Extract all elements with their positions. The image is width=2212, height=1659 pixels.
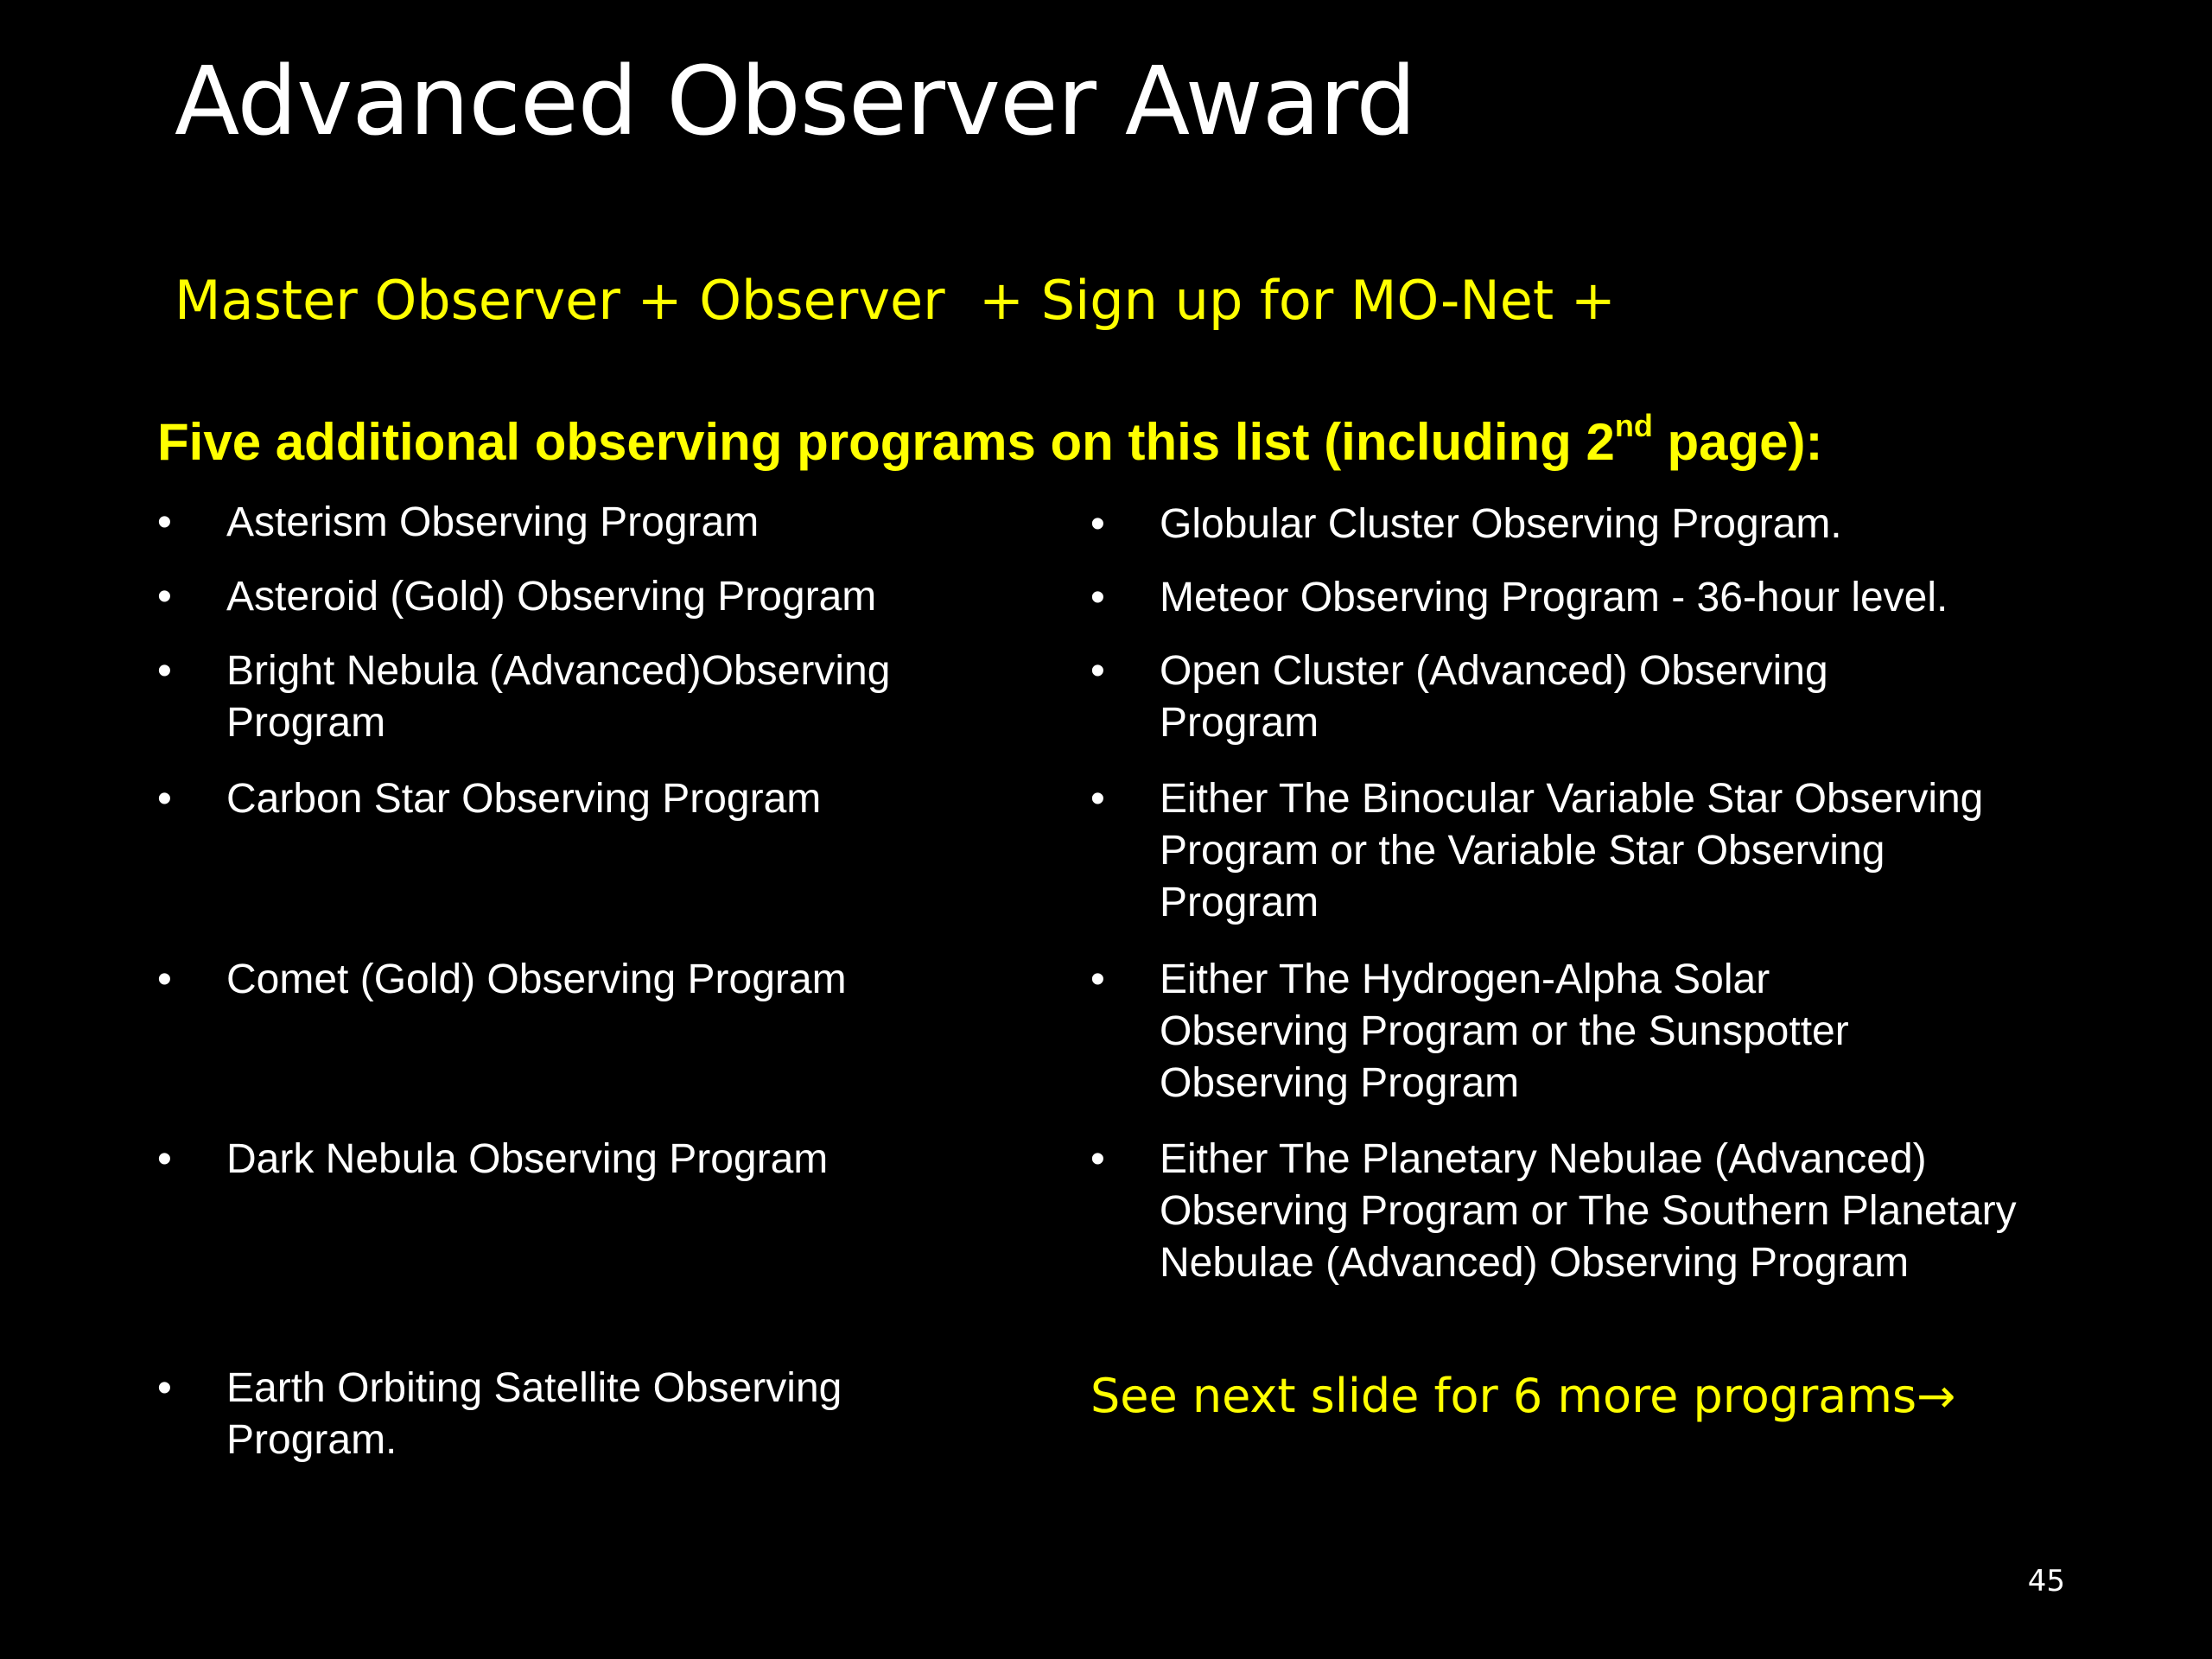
page-number: 45 (2027, 1564, 2065, 1599)
bullet-icon: • (1090, 648, 1105, 694)
next-slide-note: See next slide for 6 more programs→ (1090, 1369, 1956, 1423)
bullet-icon: • (1090, 575, 1105, 620)
bullet-icon: • (157, 574, 172, 620)
programs-heading (157, 408, 1823, 477)
bullet-icon: • (157, 957, 172, 1002)
list-item-text: Either The Hydrogen-Alpha Solar Observing Program or the Sunspotter Observing Program (1160, 957, 1849, 1106)
list-item-text: Bright Nebula (Advanced)Observing Program (226, 648, 891, 746)
list-item-text: Globular Cluster Observing Program. (1160, 501, 1842, 547)
bullet-icon: • (157, 1136, 172, 1182)
list-item-text: Asteroid (Gold) Observing Program (226, 574, 877, 620)
list-item-text: Dark Nebula Observing Program (226, 1136, 829, 1182)
bullet-icon: • (1090, 1136, 1105, 1182)
heading-text-end: page): (1652, 413, 1823, 471)
bullet-icon: • (1090, 776, 1105, 822)
bullet-icon: • (157, 776, 172, 822)
list-item-text: Asterism Observing Program (226, 499, 760, 545)
slide-title: Advanced Observer Award (175, 46, 1416, 156)
heading-text-start: Five additional observing programs on this list (including 2 (157, 413, 1615, 471)
list-item-text: Open Cluster (Advanced) Observing Program (1160, 648, 1828, 746)
list-item-text: Comet (Gold) Observing Program (226, 957, 847, 1002)
slide-subtitle: Master Observer + Observer + Sign up for MO-Net + (175, 269, 1616, 332)
list-item-text: Carbon Star Observing Program (226, 776, 822, 822)
list-item-text: Earth Orbiting Satellite Observing Program. (226, 1365, 842, 1463)
bullet-icon: • (1090, 501, 1105, 547)
bullet-icon: • (1090, 957, 1105, 1002)
bullet-icon: • (157, 1365, 172, 1411)
list-item-text: Meteor Observing Program - 36-hour level. (1160, 575, 1948, 620)
bullet-icon: • (157, 648, 172, 694)
bullet-icon: • (157, 499, 172, 545)
list-item-text: Either The Planetary Nebulae (Advanced) Observing Program or The Southern Planetary Nebulae (Advanced) Observing Program (1160, 1136, 2017, 1286)
list-item-text: Either The Binocular Variable Star Observing Program or the Variable Star Observing Program (1160, 776, 1984, 925)
heading-ordinal-suffix: nd (1614, 408, 1653, 443)
